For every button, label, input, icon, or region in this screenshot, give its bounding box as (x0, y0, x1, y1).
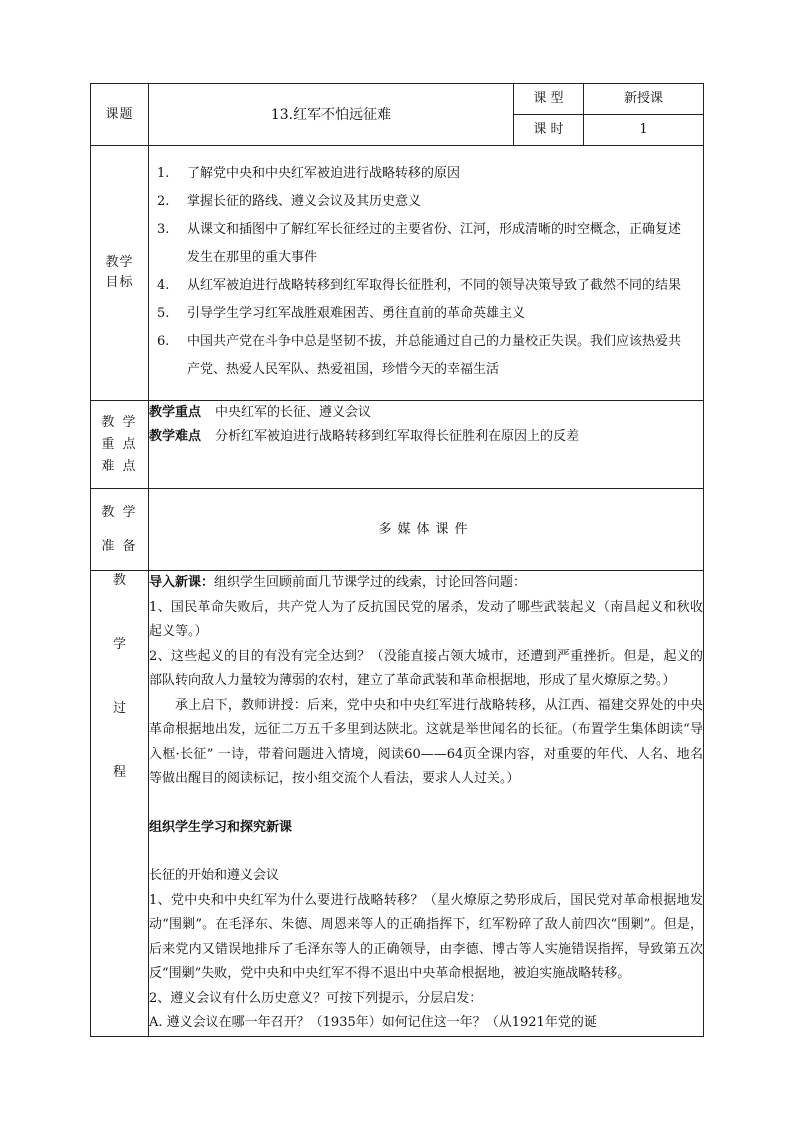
intro-label: 导入新课： (149, 575, 215, 590)
process-label-char: 程 (112, 765, 126, 780)
keypoints-label (91, 401, 149, 489)
goals-label (91, 146, 149, 401)
process-content (149, 571, 704, 1037)
difficulty-text: 分析红军被迫进行战略转移到红军取得长征胜利在原因上的反差 (215, 429, 580, 444)
keypoints-label-line: 重 点 (101, 436, 138, 452)
point-a: A. 遵义会议在哪一年召开？（1935年）如何记住这一年？（从1921年党的诞 (149, 1015, 597, 1030)
focus-label: 教学重点 (149, 405, 202, 420)
focus-text: 中央红军的长征、遵义会议 (215, 405, 372, 420)
prep-label-line: 准 备 (101, 538, 138, 554)
process-label (91, 571, 149, 1037)
difficulty-label: 教学难点 (149, 429, 202, 444)
subheading: 长征的开始和遵义会议 (149, 868, 280, 883)
course-title: 13.红军不怕远征难 (149, 84, 514, 146)
type-value: 新授课 (584, 84, 704, 115)
goal-item: 6. 中国共产党在斗争中总是坚韧不拔，并总能通过自己的力量校正失误。我们应该热爱共产党、热爱人民军队、热爱祖国，珍惜今天的幸福生活 (157, 334, 682, 377)
keypoints-content (149, 401, 704, 489)
goal-item: 3. 从课文和插图中了解红军长征经过的主要省份、江河，形成清晰的时空概念，正确复述发生在那里的重大事件 (157, 222, 682, 265)
goal-item: 1. 了解党中央和中央红军被迫进行战略转移的原因 (157, 166, 461, 181)
prep-label-line: 教 学 (101, 504, 138, 520)
process-label-char: 过 (112, 701, 126, 716)
point-1: 1、党中央和中央红军为什么要进行战略转移？（星火燎原之势形成后，国民党对革命根据地发动“围剿”。在毛泽东、朱德、周恩来等人的正确指挥下，红军粉碎了敌人前四次“围剿”。但是，后来党内又错误地排斥了毛泽东等人的正确领导，由李德、博古等人实施错误指挥，导致第五次反“围剿”失败，党中央和中央红军不得不退出中央革命根据地，被迫实施战略转移。 (149, 892, 703, 981)
hours-label: 课 时 (514, 115, 584, 146)
difficulty-line (149, 425, 703, 449)
intro-text: 组织学生回顾前面几节课学过的线索，讨论回答问题： (214, 575, 527, 590)
keypoints-label-line: 教 学 (101, 414, 138, 430)
question-2: 2、这些起义的目的有没有完全达到？（没能直接占领大城市，还遭到严重挫折。但是，起义的部队转向敌人力量较为薄弱的农村，建立了革命武装和革命根据地，形成了星火燎原之势。） (149, 648, 703, 688)
goals-label-line2: 目标 (105, 275, 134, 290)
process-label-char: 教 (112, 573, 126, 588)
goals-content (149, 146, 704, 401)
transition-paragraph: 承上启下，教师讲授：后来，党中央和中央红军进行战略转移，从江西、福建交界处的中央革命根据地出发，远征二万五千多里到达陕北。这就是举世闻名的长征。（布置学生集体朗读“导入框·长征” 一诗，带着问题进入情境，阅读60——64页全课内容，对重要的年代、人名、地名等做出醒目的阅读标记，按小组交流个人看法，要求人人过关。） (149, 697, 703, 786)
process-label-char: 学 (112, 637, 126, 652)
hours-value: 1 (584, 115, 704, 146)
goal-item: 5. 引导学生学习红军战胜艰难困苦、勇往直前的革命英雄主义 (157, 306, 526, 321)
goals-list (149, 156, 703, 390)
section-heading: 组织学生学习和探究新课 (149, 819, 293, 835)
keypoints-label-line: 难 点 (101, 458, 138, 474)
goal-item: 2. 掌握长征的路线、遵义会议及其历史意义 (157, 194, 422, 209)
lesson-plan-table (90, 83, 704, 1037)
focus-line (149, 401, 703, 425)
type-label: 课 型 (514, 84, 584, 115)
question-1: 1、国民革命失败后，共产党人为了反抗国民党的屠杀，发动了哪些武装起义（南昌起义和秋收起义等。） (149, 599, 703, 639)
course-label: 课题 (91, 84, 149, 146)
intro-paragraph (149, 571, 703, 596)
prep-text: 多媒体课件 (149, 489, 704, 571)
prep-label (91, 489, 149, 571)
goals-label-line1: 教学 (105, 255, 134, 270)
goal-item: 4. 从红军被迫进行战略转移到红军取得长征胜利，不同的领导决策导致了截然不同的结果 (157, 278, 682, 293)
point-2: 2、遵义会议有什么历史意义？可按下列提示，分层启发： (149, 990, 483, 1006)
